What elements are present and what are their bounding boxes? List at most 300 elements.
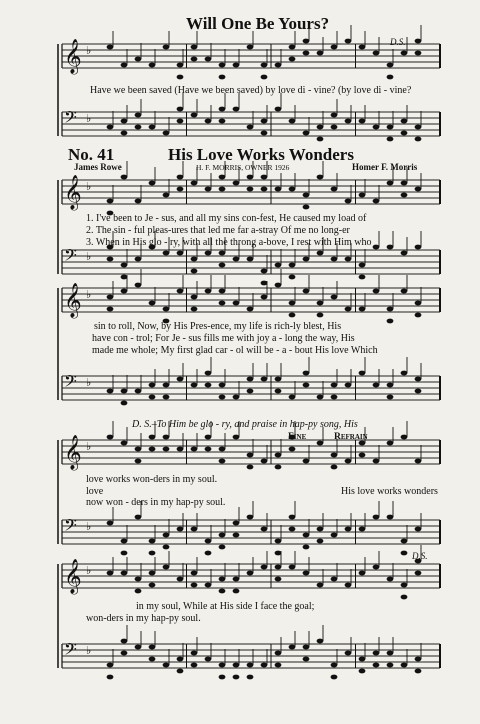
quarter-note-icon <box>233 589 240 594</box>
quarter-note-icon <box>247 125 254 130</box>
quarter-note-icon <box>177 657 184 662</box>
quarter-note-icon <box>359 669 366 674</box>
quarter-note-icon <box>387 181 394 186</box>
quarter-note-icon <box>205 251 212 256</box>
quarter-note-icon <box>275 651 282 656</box>
flat-icon: ♭ <box>86 44 92 57</box>
quarter-note-icon <box>261 131 268 136</box>
quarter-note-icon <box>331 45 338 50</box>
quarter-note-icon <box>387 125 394 130</box>
quarter-note-icon <box>261 175 268 180</box>
quarter-note-icon <box>233 663 240 668</box>
quarter-note-icon <box>359 657 366 662</box>
quarter-note-icon <box>163 435 170 440</box>
quarter-note-icon <box>289 119 296 124</box>
quarter-note-icon <box>415 657 422 662</box>
quarter-note-icon <box>247 377 254 382</box>
quarter-note-icon <box>415 571 422 576</box>
quarter-note-icon <box>163 565 170 570</box>
quarter-note-icon <box>275 107 282 112</box>
quarter-note-icon <box>289 187 296 192</box>
quarter-note-icon <box>247 175 254 180</box>
quarter-note-icon <box>233 533 240 538</box>
quarter-note-icon <box>317 583 324 588</box>
quarter-note-icon <box>415 527 422 532</box>
quarter-note-icon <box>401 193 408 198</box>
quarter-note-icon <box>107 389 114 394</box>
quarter-note-icon <box>401 551 408 556</box>
quarter-note-icon <box>261 377 268 382</box>
quarter-note-icon <box>317 301 324 306</box>
refrain-label: Refrain <box>334 432 368 442</box>
quarter-note-icon <box>415 301 422 306</box>
quarter-note-icon <box>163 251 170 256</box>
flat-icon: ♭ <box>86 564 92 577</box>
quarter-note-icon <box>205 447 212 452</box>
quarter-note-icon <box>303 193 310 198</box>
ds-line: D. S.–To Him be glo - ry, and praise in hap-py song, His <box>132 419 358 430</box>
quarter-note-icon <box>289 645 296 650</box>
quarter-note-icon <box>177 527 184 532</box>
flat-icon: ♭ <box>86 440 92 453</box>
quarter-note-icon <box>359 371 366 376</box>
quarter-note-icon <box>261 269 268 274</box>
verse-line-3: 3. When in His glo - ry, with all the throng a-bove, I rest with Him who <box>86 237 372 248</box>
quarter-note-icon <box>247 453 254 458</box>
copyright-line: H. F. MORRIS, OWNER 1926 <box>196 163 290 172</box>
quarter-note-icon <box>331 465 338 470</box>
quarter-note-icon <box>121 389 128 394</box>
quarter-note-icon <box>219 395 226 400</box>
bass-clef-icon: 𝄢 <box>64 515 77 539</box>
quarter-note-icon <box>401 289 408 294</box>
quarter-note-icon <box>135 577 142 582</box>
quarter-note-icon <box>177 577 184 582</box>
quarter-note-icon <box>247 571 254 576</box>
flat-icon: ♭ <box>86 288 92 301</box>
quarter-note-icon <box>163 45 170 50</box>
quarter-note-icon <box>289 301 296 306</box>
quarter-note-icon <box>135 645 142 650</box>
quarter-note-icon <box>149 181 156 186</box>
quarter-note-icon <box>345 459 352 464</box>
quarter-note-icon <box>135 589 142 594</box>
quarter-note-icon <box>275 453 282 458</box>
quarter-note-icon <box>303 131 310 136</box>
quarter-note-icon <box>247 307 254 312</box>
quarter-note-icon <box>135 389 142 394</box>
quarter-note-icon <box>331 395 338 400</box>
quarter-note-icon <box>317 395 324 400</box>
quarter-note-icon <box>177 447 184 452</box>
quarter-note-icon <box>219 675 226 680</box>
quarter-note-icon <box>149 583 156 588</box>
quarter-note-icon <box>331 663 338 668</box>
quarter-note-icon <box>219 301 226 306</box>
quarter-note-icon <box>401 371 408 376</box>
quarter-note-icon <box>289 57 296 62</box>
quarter-note-icon <box>163 193 170 198</box>
quarter-note-icon <box>233 577 240 582</box>
system4-ds-mark: D.S. <box>412 551 428 561</box>
quarter-note-icon <box>359 307 366 312</box>
quarter-note-icon <box>275 187 282 192</box>
prev-hymn-title: Will One Be Yours? <box>186 14 330 33</box>
quarter-note-icon <box>247 663 254 668</box>
flat-icon: ♭ <box>86 112 92 125</box>
quarter-note-icon <box>373 663 380 668</box>
quarter-note-icon <box>191 113 198 118</box>
quarter-note-icon <box>121 441 128 446</box>
quarter-note-icon <box>177 107 184 112</box>
quarter-note-icon <box>149 551 156 556</box>
quarter-note-icon <box>373 245 380 250</box>
quarter-note-icon <box>233 521 240 526</box>
quarter-note-icon <box>219 263 226 268</box>
quarter-note-icon <box>219 577 226 582</box>
treble-clef-icon: 𝄞 <box>64 39 82 74</box>
quarter-note-icon <box>275 283 282 288</box>
quarter-note-icon <box>359 263 366 268</box>
quarter-note-icon <box>191 307 198 312</box>
verse-line-1: 1. I've been to Je - sus, and all my sins con-fest, He caused my load of <box>86 213 367 224</box>
quarter-note-icon <box>261 565 268 570</box>
quarter-note-icon <box>121 571 128 576</box>
quarter-note-icon <box>247 675 254 680</box>
quarter-note-icon <box>191 527 198 532</box>
quarter-note-icon <box>345 257 352 262</box>
quarter-note-icon <box>177 251 184 256</box>
system3-lyric-c: love <box>86 486 104 497</box>
system2-line-1: sin to roll, Now, by His Pres-ence, my life is rich-ly blest, His <box>94 321 342 332</box>
quarter-note-icon <box>359 453 366 458</box>
quarter-note-icon <box>191 181 198 186</box>
quarter-note-icon <box>233 395 240 400</box>
system2-line-2: have con - trol; For Je - sus fills me with joy a - long the way, His <box>92 333 355 344</box>
quarter-note-icon <box>317 51 324 56</box>
quarter-note-icon <box>149 435 156 440</box>
fine-label: Fine <box>288 432 307 442</box>
quarter-note-icon <box>331 577 338 582</box>
quarter-note-icon <box>289 275 296 280</box>
quarter-note-icon <box>233 181 240 186</box>
quarter-note-icon <box>359 275 366 280</box>
quarter-note-icon <box>415 245 422 250</box>
quarter-note-icon <box>387 137 394 142</box>
quarter-note-icon <box>219 383 226 388</box>
quarter-note-icon <box>219 447 226 452</box>
quarter-note-icon <box>233 63 240 68</box>
quarter-note-icon <box>205 539 212 544</box>
quarter-note-icon <box>331 675 338 680</box>
quarter-note-icon <box>219 251 226 256</box>
quarter-note-icon <box>107 571 114 576</box>
quarter-note-icon <box>219 533 226 538</box>
treble-clef-icon: 𝄞 <box>64 283 82 318</box>
quarter-note-icon <box>331 383 338 388</box>
quarter-note-icon <box>121 639 128 644</box>
quarter-note-icon <box>373 515 380 520</box>
quarter-note-icon <box>317 175 324 180</box>
quarter-note-icon <box>387 395 394 400</box>
quarter-note-icon <box>289 263 296 268</box>
quarter-note-icon <box>191 571 198 576</box>
quarter-note-icon <box>317 539 324 544</box>
quarter-note-icon <box>345 583 352 588</box>
quarter-note-icon <box>415 39 422 44</box>
quarter-note-icon <box>387 515 394 520</box>
quarter-note-icon <box>205 119 212 124</box>
quarter-note-icon <box>163 663 170 668</box>
author-music: Homer F. Morris <box>352 162 418 172</box>
quarter-note-icon <box>303 545 310 550</box>
quarter-note-icon <box>205 371 212 376</box>
quarter-note-icon <box>317 441 324 446</box>
quarter-note-icon <box>233 107 240 112</box>
quarter-note-icon <box>373 565 380 570</box>
quarter-note-icon <box>233 435 240 440</box>
quarter-note-icon <box>303 371 310 376</box>
quarter-note-icon <box>191 57 198 62</box>
quarter-note-icon <box>205 57 212 62</box>
quarter-note-icon <box>275 377 282 382</box>
quarter-note-icon <box>247 465 254 470</box>
quarter-note-icon <box>275 577 282 582</box>
quarter-note-icon <box>415 187 422 192</box>
quarter-note-icon <box>387 441 394 446</box>
quarter-note-icon <box>135 459 142 464</box>
quarter-note-icon <box>261 281 268 286</box>
quarter-note-icon <box>219 663 226 668</box>
quarter-note-icon <box>149 63 156 68</box>
flat-icon: ♭ <box>86 520 92 533</box>
quarter-note-icon <box>177 75 184 80</box>
quarter-note-icon <box>401 583 408 588</box>
quarter-note-icon <box>331 257 338 262</box>
treble-clef-icon: 𝄞 <box>64 175 82 210</box>
quarter-note-icon <box>121 551 128 556</box>
quarter-note-icon <box>359 571 366 576</box>
quarter-note-icon <box>135 57 142 62</box>
quarter-note-icon <box>247 515 254 520</box>
quarter-note-icon <box>261 527 268 532</box>
quarter-note-icon <box>219 107 226 112</box>
hymn-number: No. 41 <box>68 145 115 164</box>
quarter-note-icon <box>401 539 408 544</box>
hymn-title: His Love Works Wonders <box>168 145 354 164</box>
quarter-note-icon <box>205 551 212 556</box>
quarter-note-icon <box>415 459 422 464</box>
quarter-note-icon <box>303 39 310 44</box>
quarter-note-icon <box>219 589 226 594</box>
quarter-note-icon <box>163 447 170 452</box>
quarter-note-icon <box>233 675 240 680</box>
quarter-note-icon <box>163 307 170 312</box>
quarter-note-icon <box>317 527 324 532</box>
quarter-note-icon <box>345 307 352 312</box>
quarter-note-icon <box>373 459 380 464</box>
quarter-note-icon <box>107 125 114 130</box>
quarter-note-icon <box>345 651 352 656</box>
quarter-note-icon <box>345 199 352 204</box>
quarter-note-icon <box>401 595 408 600</box>
quarter-note-icon <box>135 257 142 262</box>
quarter-note-icon <box>163 395 170 400</box>
quarter-note-icon <box>107 521 114 526</box>
quarter-note-icon <box>135 515 142 520</box>
quarter-note-icon <box>205 435 212 440</box>
bass-clef-icon: 𝄢 <box>64 107 77 131</box>
quarter-note-icon <box>191 295 198 300</box>
quarter-note-icon <box>205 383 212 388</box>
quarter-note-icon <box>191 257 198 262</box>
quarter-note-icon <box>317 313 324 318</box>
quarter-note-icon <box>205 289 212 294</box>
quarter-note-icon <box>121 131 128 136</box>
quarter-note-icon <box>233 257 240 262</box>
quarter-note-icon <box>149 645 156 650</box>
bass-clef-icon: 𝄢 <box>64 245 77 269</box>
quarter-note-icon <box>387 245 394 250</box>
quarter-note-icon <box>331 295 338 300</box>
system3-lyric-b: His love works wonders <box>341 486 438 497</box>
quarter-note-icon <box>275 63 282 68</box>
quarter-note-icon <box>359 193 366 198</box>
quarter-note-icon <box>415 313 422 318</box>
quarter-note-icon <box>401 435 408 440</box>
quarter-note-icon <box>401 119 408 124</box>
quarter-note-icon <box>107 663 114 668</box>
quarter-note-icon <box>373 51 380 56</box>
quarter-note-icon <box>401 663 408 668</box>
quarter-note-icon <box>205 583 212 588</box>
quarter-note-icon <box>303 205 310 210</box>
quarter-note-icon <box>415 389 422 394</box>
quarter-note-icon <box>401 181 408 186</box>
quarter-note-icon <box>303 645 310 650</box>
quarter-note-icon <box>177 187 184 192</box>
quarter-note-icon <box>149 571 156 576</box>
quarter-note-icon <box>331 533 338 538</box>
quarter-note-icon <box>345 39 352 44</box>
quarter-note-icon <box>121 119 128 124</box>
quarter-note-icon <box>275 663 282 668</box>
quarter-note-icon <box>247 187 254 192</box>
quarter-note-icon <box>107 45 114 50</box>
quarter-note-icon <box>303 383 310 388</box>
quarter-note-icon <box>177 119 184 124</box>
quarter-note-icon <box>373 651 380 656</box>
quarter-note-icon <box>289 565 296 570</box>
quarter-note-icon <box>387 63 394 68</box>
quarter-note-icon <box>289 395 296 400</box>
quarter-note-icon <box>149 125 156 130</box>
quarter-note-icon <box>261 663 268 668</box>
quarter-note-icon <box>331 453 338 458</box>
quarter-note-icon <box>219 119 226 124</box>
quarter-note-icon <box>121 275 128 280</box>
quarter-note-icon <box>359 45 366 50</box>
quarter-note-icon <box>247 389 254 394</box>
quarter-note-icon <box>303 257 310 262</box>
quarter-note-icon <box>415 377 422 382</box>
quarter-note-icon <box>191 447 198 452</box>
treble-clef-icon: 𝄞 <box>64 559 82 594</box>
bass-clef-icon: 𝄢 <box>64 639 77 663</box>
quarter-note-icon <box>247 257 254 262</box>
quarter-note-icon <box>219 459 226 464</box>
quarter-note-icon <box>219 187 226 192</box>
quarter-note-icon <box>275 539 282 544</box>
quarter-note-icon <box>107 257 114 262</box>
treble-clef-icon: 𝄞 <box>64 435 82 470</box>
quarter-note-icon <box>261 63 268 68</box>
quarter-note-icon <box>149 301 156 306</box>
quarter-note-icon <box>191 651 198 656</box>
verse-line-2: 2. The sin - ful pleas-ures that led me far a-stray Of me no long-er <box>86 225 350 236</box>
quarter-note-icon <box>205 187 212 192</box>
quarter-note-icon <box>359 119 366 124</box>
system3-lyric-d: now won - ders in my hap-py soul. <box>86 497 226 508</box>
quarter-note-icon <box>191 45 198 50</box>
quarter-note-icon <box>149 447 156 452</box>
quarter-note-icon <box>373 125 380 130</box>
quarter-note-icon <box>261 295 268 300</box>
quarter-note-icon <box>121 263 128 268</box>
quarter-note-icon <box>219 175 226 180</box>
quarter-note-icon <box>331 125 338 130</box>
quarter-note-icon <box>345 383 352 388</box>
quarter-note-icon <box>317 137 324 142</box>
quarter-note-icon <box>191 663 198 668</box>
quarter-note-icon <box>219 545 226 550</box>
quarter-note-icon <box>275 565 282 570</box>
quarter-note-icon <box>275 551 282 556</box>
quarter-note-icon <box>275 389 282 394</box>
quarter-note-icon <box>387 383 394 388</box>
quarter-note-icon <box>401 131 408 136</box>
quarter-note-icon <box>135 447 142 452</box>
quarter-note-icon <box>205 657 212 662</box>
quarter-note-icon <box>149 657 156 662</box>
author-words: James Rowe <box>74 162 122 172</box>
quarter-note-icon <box>149 539 156 544</box>
quarter-note-icon <box>233 301 240 306</box>
quarter-note-icon <box>149 395 156 400</box>
quarter-note-icon <box>107 199 114 204</box>
quarter-note-icon <box>415 51 422 56</box>
quarter-note-icon <box>261 187 268 192</box>
quarter-note-icon <box>387 651 394 656</box>
quarter-note-icon <box>317 251 324 256</box>
quarter-note-icon <box>303 459 310 464</box>
quarter-note-icon <box>219 63 226 68</box>
prev-hymn-lyric: Have we been saved (Have we been saved) by love di - vine? (by love di - vine? <box>90 85 412 96</box>
quarter-note-icon <box>345 527 352 532</box>
quarter-note-icon <box>163 383 170 388</box>
quarter-note-icon <box>135 125 142 130</box>
quarter-note-icon <box>289 447 296 452</box>
quarter-note-icon <box>177 377 184 382</box>
quarter-note-icon <box>261 75 268 80</box>
quarter-note-icon <box>387 319 394 324</box>
quarter-note-icon <box>121 539 128 544</box>
quarter-note-icon <box>135 283 142 288</box>
quarter-note-icon <box>107 675 114 680</box>
quarter-note-icon <box>177 175 184 180</box>
quarter-note-icon <box>121 175 128 180</box>
quarter-note-icon <box>289 313 296 318</box>
